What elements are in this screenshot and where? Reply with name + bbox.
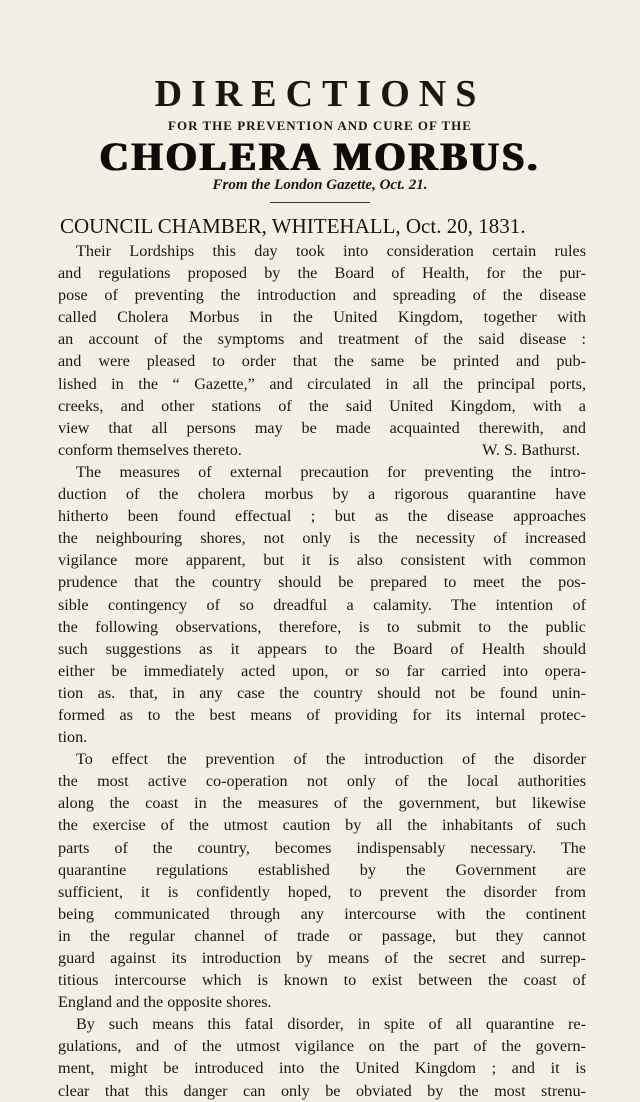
text-line: vigilance more apparent, but it is also consistent with common <box>58 551 586 570</box>
signature: W. S. Bathurst. <box>482 440 580 459</box>
text-line: the most active co-operation not only of the local authorities <box>58 772 586 791</box>
text-line: the exercise of the utmost caution by all the inhabitants of such <box>58 816 586 835</box>
text-line: The measures of external precaution for preventing the intro- <box>76 462 586 481</box>
text-line: parts of the country, becomes indispensably necessary. The <box>58 838 586 857</box>
text-line: an account of the symptoms and treatment of the said disease : <box>58 330 586 349</box>
text-line: called Cholera Morbus in the United Kingdom, together with <box>58 308 586 327</box>
text-line: To effect the prevention of the introduction of the disorder <box>76 750 586 769</box>
paragraph-4 <box>58 1013 586 1101</box>
text-line: lished in the “ Gazette,” and circulated in all the principal ports, <box>58 374 586 393</box>
text-line: gulations, and of the utmost vigilance on the part of the govern- <box>58 1037 586 1056</box>
text-line: guard against its introduction by means of the secret and surrep- <box>58 949 586 967</box>
text-line: quarantine regulations established by the Government are <box>58 860 586 879</box>
text-line: and regulations proposed by the Board of Health, for the pur- <box>58 264 586 283</box>
paragraph-2 <box>58 461 586 748</box>
text-line: titious intercourse which is known to exist between the coast of <box>58 971 586 990</box>
text-line: sible contingency of so dreadful a calamity. The intention of <box>58 595 586 614</box>
text-line: By such means this fatal disorder, in spite of all quarantine re- <box>76 1015 586 1034</box>
text-line: tion as. that, in any case the country should not be found unin- <box>58 683 586 702</box>
text-line: the following observations, therefore, is to submit to the public <box>58 617 586 636</box>
document-subtitle: FOR THE PREVENTION AND CURE OF THE <box>168 118 472 133</box>
text-line: tion. <box>58 728 88 747</box>
council-heading: COUNCIL CHAMBER, WHITEHALL, Oct. 20, 1831. <box>60 214 526 238</box>
text-line: pose of preventing the introduction and spreading of the disease <box>58 286 586 305</box>
text-line: formed as to the best means of providing for its internal protec- <box>58 705 586 724</box>
divider-rule <box>270 202 370 203</box>
paragraph-3 <box>58 748 586 1013</box>
text-line: the neighbouring shores, not only is the necessity of increased <box>58 529 586 548</box>
text-line: either be immediately acted upon, or so far carried into opera- <box>58 661 586 680</box>
paragraph-1 <box>58 240 586 461</box>
text-line: such suggestions as it appears to the Board of Health should <box>58 639 586 658</box>
document-body <box>58 240 586 1102</box>
text-line: and were pleased to order that the same be printed and pub- <box>58 352 586 371</box>
disease-name: CHOLERA MORBUS. <box>99 134 541 179</box>
text-line: in the regular channel of trade or passage, but they cannot <box>58 926 586 945</box>
text-line: Their Lordships this day took into consideration certain rules <box>76 242 586 260</box>
text-line: hitherto been found effectual ; but as the disease approaches <box>58 507 586 526</box>
text-line: England and the opposite shores. <box>58 993 272 1012</box>
text-line: being communicated through any intercourse with the continent <box>58 904 586 923</box>
signature-row <box>58 439 586 461</box>
text-line: clear that this danger can only be obviated by the most strenu- <box>58 1081 586 1100</box>
text-line: conform themselves thereto. <box>58 440 242 459</box>
text-line: ment, might be introduced into the United Kingdom ; and it is <box>58 1059 586 1078</box>
text-line: view that all persons may be made acquainted therewith, and <box>58 418 586 437</box>
text-line: creeks, and other stations of the said United Kingdom, with a <box>58 396 586 415</box>
document-title: DIRECTIONS <box>154 73 486 115</box>
text-line: sufficient, it is confidently hoped, to prevent the disorder from <box>58 882 586 901</box>
text-line: prudence that the country should be prepared to meet the pos- <box>58 573 586 592</box>
text-line: duction of the cholera morbus by a rigorous quarantine have <box>58 485 586 504</box>
source-line: From the London Gazette, Oct. 21. <box>212 177 428 193</box>
text-line: along the coast in the measures of the government, but likewise <box>58 794 586 813</box>
